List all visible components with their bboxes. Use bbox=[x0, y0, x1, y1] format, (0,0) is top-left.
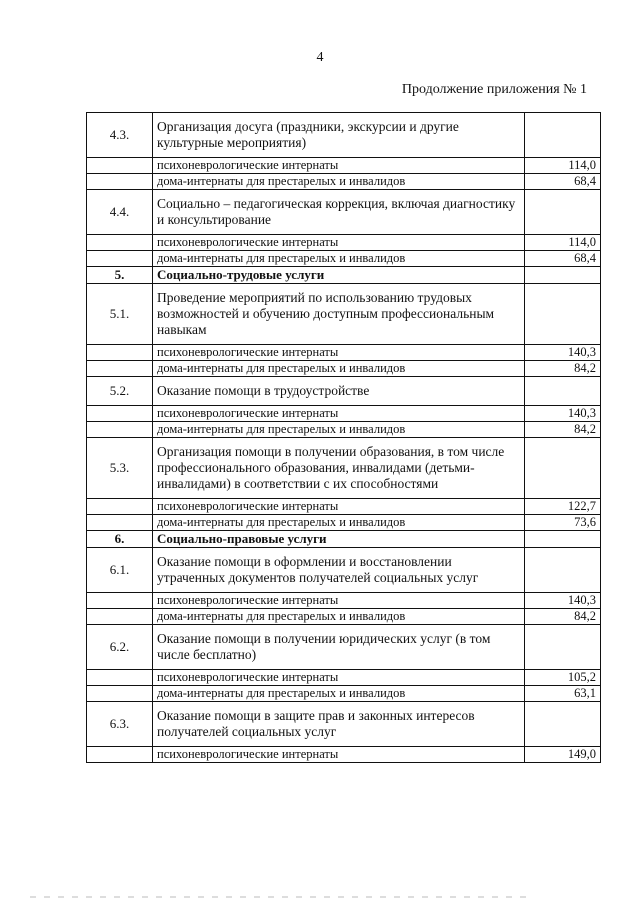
institution-row bbox=[87, 593, 601, 609]
institution-row bbox=[87, 361, 601, 377]
row-name: дома-интернаты для престарелых и инвалидов bbox=[153, 515, 525, 531]
row-number bbox=[87, 499, 153, 515]
row-number: 5. bbox=[87, 267, 153, 284]
row-name: дома-интернаты для престарелых и инвалидов bbox=[153, 609, 525, 625]
row-name: дома-интернаты для престарелых и инвалидов bbox=[153, 422, 525, 438]
service-row bbox=[87, 438, 601, 499]
row-number: 5.1. bbox=[87, 284, 153, 345]
service-row bbox=[87, 190, 601, 235]
row-value: 84,2 bbox=[525, 361, 601, 377]
row-value: 84,2 bbox=[525, 422, 601, 438]
institution-row bbox=[87, 686, 601, 702]
row-value: 140,3 bbox=[525, 406, 601, 422]
row-name: психоневрологические интернаты bbox=[153, 345, 525, 361]
row-value bbox=[525, 438, 601, 499]
row-name: психоневрологические интернаты bbox=[153, 158, 525, 174]
row-number bbox=[87, 174, 153, 190]
row-name: психоневрологические интернаты bbox=[153, 747, 525, 763]
row-value bbox=[525, 377, 601, 406]
service-row bbox=[87, 702, 601, 747]
row-number bbox=[87, 251, 153, 267]
institution-row bbox=[87, 670, 601, 686]
institution-row bbox=[87, 158, 601, 174]
scan-artifact bbox=[30, 896, 530, 898]
row-value: 84,2 bbox=[525, 609, 601, 625]
row-number: 4.3. bbox=[87, 113, 153, 158]
row-value: 68,4 bbox=[525, 174, 601, 190]
institution-row bbox=[87, 747, 601, 763]
section-row bbox=[87, 531, 601, 548]
row-number bbox=[87, 422, 153, 438]
row-number bbox=[87, 361, 153, 377]
row-number bbox=[87, 593, 153, 609]
row-name: дома-интернаты для престарелых и инвалидов bbox=[153, 174, 525, 190]
row-number bbox=[87, 345, 153, 361]
institution-row bbox=[87, 515, 601, 531]
row-value bbox=[525, 548, 601, 593]
row-name: дома-интернаты для престарелых и инвалидов bbox=[153, 251, 525, 267]
service-row bbox=[87, 625, 601, 670]
service-row bbox=[87, 548, 601, 593]
row-name: психоневрологические интернаты bbox=[153, 670, 525, 686]
row-value: 68,4 bbox=[525, 251, 601, 267]
row-value: 114,0 bbox=[525, 158, 601, 174]
row-name: психоневрологические интернаты bbox=[153, 406, 525, 422]
row-number bbox=[87, 609, 153, 625]
row-number: 6.2. bbox=[87, 625, 153, 670]
row-value bbox=[525, 190, 601, 235]
row-name: дома-интернаты для престарелых и инвалидов bbox=[153, 686, 525, 702]
row-name: дома-интернаты для престарелых и инвалидов bbox=[153, 361, 525, 377]
row-value: 114,0 bbox=[525, 235, 601, 251]
page-number: 4 bbox=[316, 50, 324, 65]
row-number: 6.1. bbox=[87, 548, 153, 593]
row-number bbox=[87, 235, 153, 251]
row-name: Организация помощи в получении образования, в том числе профессионального образования, инвалидами (детьми-инвалидами) в соответствии с их способностями bbox=[153, 438, 525, 499]
row-value: 63,1 bbox=[525, 686, 601, 702]
services-table bbox=[86, 112, 601, 763]
institution-row bbox=[87, 235, 601, 251]
row-value bbox=[525, 284, 601, 345]
row-name: Оказание помощи в получении юридических услуг (в том числе бесплатно) bbox=[153, 625, 525, 670]
row-name: Социально-правовые услуги bbox=[153, 531, 525, 548]
service-row bbox=[87, 113, 601, 158]
institution-row bbox=[87, 422, 601, 438]
row-number: 6. bbox=[87, 531, 153, 548]
row-name: психоневрологические интернаты bbox=[153, 499, 525, 515]
row-number: 4.4. bbox=[87, 190, 153, 235]
row-name: Оказание помощи в трудоустройстве bbox=[153, 377, 525, 406]
row-number bbox=[87, 158, 153, 174]
row-number bbox=[87, 670, 153, 686]
row-name: Оказание помощи в защите прав и законных интересов получателей социальных услуг bbox=[153, 702, 525, 747]
row-value: 122,7 bbox=[525, 499, 601, 515]
row-name: Организация досуга (праздники, экскурсии и другие культурные мероприятия) bbox=[153, 113, 525, 158]
row-value bbox=[525, 113, 601, 158]
continuation-label: Продолжение приложения № 1 bbox=[401, 82, 587, 97]
institution-row bbox=[87, 406, 601, 422]
row-name: Социально-трудовые услуги bbox=[153, 267, 525, 284]
row-name: Проведение мероприятий по использованию трудовых возможностей и обучению доступным профессиональным навыкам bbox=[153, 284, 525, 345]
institution-row bbox=[87, 499, 601, 515]
row-value bbox=[525, 702, 601, 747]
row-value bbox=[525, 625, 601, 670]
institution-row bbox=[87, 609, 601, 625]
row-value: 149,0 bbox=[525, 747, 601, 763]
row-value: 140,3 bbox=[525, 345, 601, 361]
institution-row bbox=[87, 345, 601, 361]
row-name: Социально – педагогическая коррекция, включая диагностику и консультирование bbox=[153, 190, 525, 235]
row-value bbox=[525, 531, 601, 548]
service-row bbox=[87, 284, 601, 345]
service-row bbox=[87, 377, 601, 406]
row-value: 73,6 bbox=[525, 515, 601, 531]
row-name: Оказание помощи в оформлении и восстановлении утраченных документов получателей социальных услуг bbox=[153, 548, 525, 593]
services-table-body bbox=[87, 113, 601, 763]
row-number: 5.2. bbox=[87, 377, 153, 406]
row-number: 5.3. bbox=[87, 438, 153, 499]
row-number bbox=[87, 686, 153, 702]
row-number: 6.3. bbox=[87, 702, 153, 747]
row-number bbox=[87, 747, 153, 763]
institution-row bbox=[87, 174, 601, 190]
row-name: психоневрологические интернаты bbox=[153, 593, 525, 609]
row-value: 105,2 bbox=[525, 670, 601, 686]
row-number bbox=[87, 406, 153, 422]
section-row bbox=[87, 267, 601, 284]
row-name: психоневрологические интернаты bbox=[153, 235, 525, 251]
row-value bbox=[525, 267, 601, 284]
row-value: 140,3 bbox=[525, 593, 601, 609]
institution-row bbox=[87, 251, 601, 267]
row-number bbox=[87, 515, 153, 531]
